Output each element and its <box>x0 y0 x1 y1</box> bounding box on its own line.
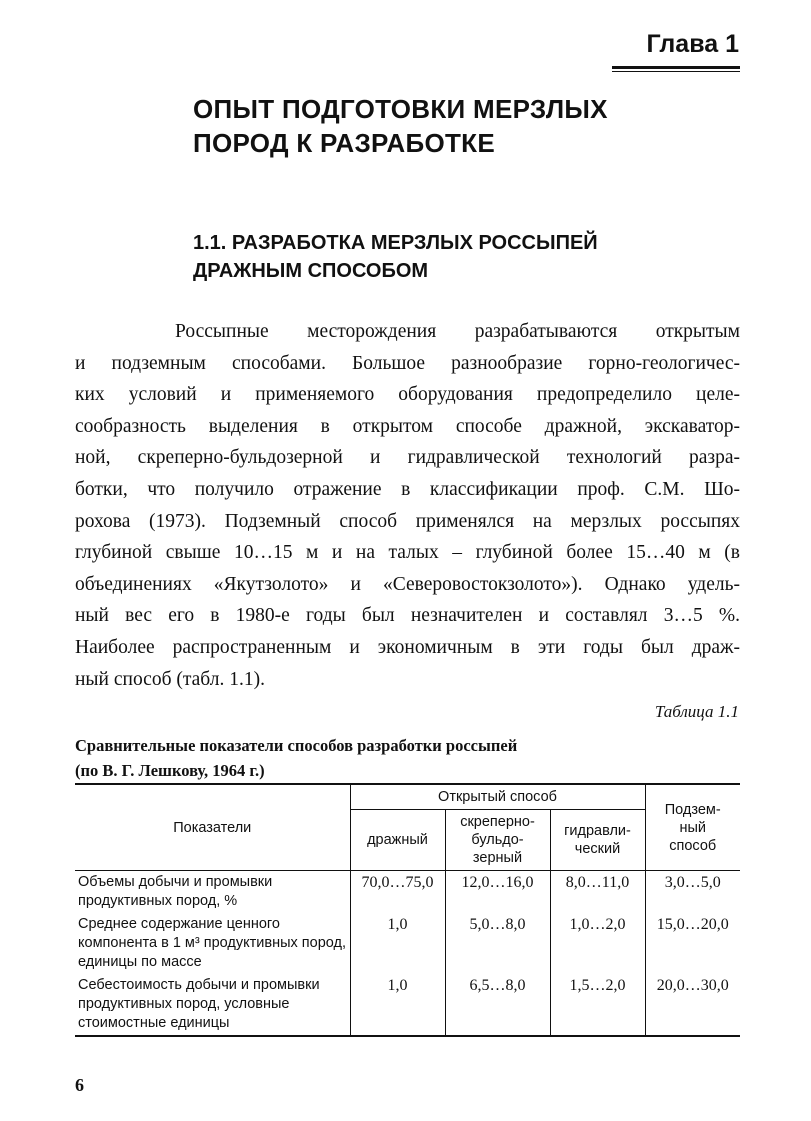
page-number: 6 <box>75 1075 84 1095</box>
table-caption: Таблица 1.1 <box>654 702 739 721</box>
table-title-line: Сравнительные показатели способов разработки россыпей <box>75 736 518 755</box>
title-line: ПОРОД К РАЗРАБОТКЕ <box>193 128 495 158</box>
row-value: 20,0…30,0 <box>645 974 740 1036</box>
row-value: 8,0…11,0 <box>550 871 645 914</box>
row-value: 5,0…8,0 <box>445 913 550 974</box>
paragraph-line: ких условий и применяемого оборудования предопределило целе- <box>75 384 740 406</box>
paragraph-line: ный способ (табл. 1.1). <box>75 668 265 690</box>
header-underground-text: Подзем- ный способ <box>664 801 721 854</box>
header-dredge: дражный <box>350 810 445 871</box>
body-paragraph <box>75 316 740 695</box>
paragraph-line: Наиболее распространенным и экономичным в эти годы был драж- <box>75 636 740 658</box>
chapter-title <box>193 92 608 160</box>
row-value: 1,0 <box>350 913 445 974</box>
table-title-line: (по В. Г. Лешкову, 1964 г.) <box>75 761 265 780</box>
row-value: 1,0…2,0 <box>550 913 645 974</box>
row-value: 12,0…16,0 <box>445 871 550 914</box>
paragraph-line: ботки, что получило отражение в классификации проф. С.М. Шо- <box>75 478 740 500</box>
table-title <box>75 733 517 783</box>
table-row <box>75 974 740 1036</box>
paragraph-line: глубиной свыше 10…15 м и на талых – глубиной более 15…40 м (в <box>75 542 740 564</box>
row-label: Объемы добычи и промывки продуктивных пород, % <box>75 871 350 914</box>
header-open-method: Открытый способ <box>350 784 645 810</box>
section-line: 1.1. РАЗРАБОТКА МЕРЗЛЫХ РОССЫПЕЙ <box>193 232 598 254</box>
section-line: ДРАЖНЫМ СПОСОБОМ <box>193 260 429 282</box>
row-value: 1,0 <box>350 974 445 1036</box>
header-hydraulic: гидравли- ческий <box>550 810 645 871</box>
table-row <box>75 913 740 974</box>
paragraph-line: и подземным способами. Большое разнообразие горно-геологичес- <box>75 352 740 374</box>
table-row <box>75 871 740 914</box>
paragraph-line: объединениях «Якутзолото» и «Северовостокзолото»). Однако удель- <box>75 573 740 595</box>
section-heading <box>193 229 598 285</box>
header-underground <box>645 784 740 871</box>
paragraph-line: сообразность выделения в открытом способе дражной, экскаватор- <box>75 415 740 437</box>
chapter-rule-thick <box>612 66 740 69</box>
row-label: Среднее содержание ценного компонента в 1 м³ продуктивных пород, единицы по массе <box>75 913 350 974</box>
comparison-table <box>75 783 740 1037</box>
paragraph-line: ной, скреперно-бульдозерной и гидравлической технологий разра- <box>75 447 740 469</box>
header-indicators: Показатели <box>75 784 350 871</box>
paragraph-line: рохова (1973). Подземный способ применялся на мерзлых россыпях <box>75 510 740 532</box>
chapter-label: Глава 1 <box>646 30 739 58</box>
paragraph-line: Россыпные месторождения разрабатываются открытым <box>175 321 740 342</box>
row-value: 15,0…20,0 <box>645 913 740 974</box>
row-value: 3,0…5,0 <box>645 871 740 914</box>
paragraph-line: ный вес его в 1980-е годы был незначителен и составлял 3…5 %. <box>75 605 740 627</box>
row-value: 70,0…75,0 <box>350 871 445 914</box>
header-scraper: скреперно- бульдо- зерный <box>445 810 550 871</box>
row-label: Себестоимость добычи и промывки продуктивных пород, условные стоимостные единицы <box>75 974 350 1036</box>
row-value: 1,5…2,0 <box>550 974 645 1036</box>
row-value: 6,5…8,0 <box>445 974 550 1036</box>
title-line: ОПЫТ ПОДГОТОВКИ МЕРЗЛЫХ <box>193 94 608 124</box>
chapter-rule-thin <box>612 71 740 72</box>
